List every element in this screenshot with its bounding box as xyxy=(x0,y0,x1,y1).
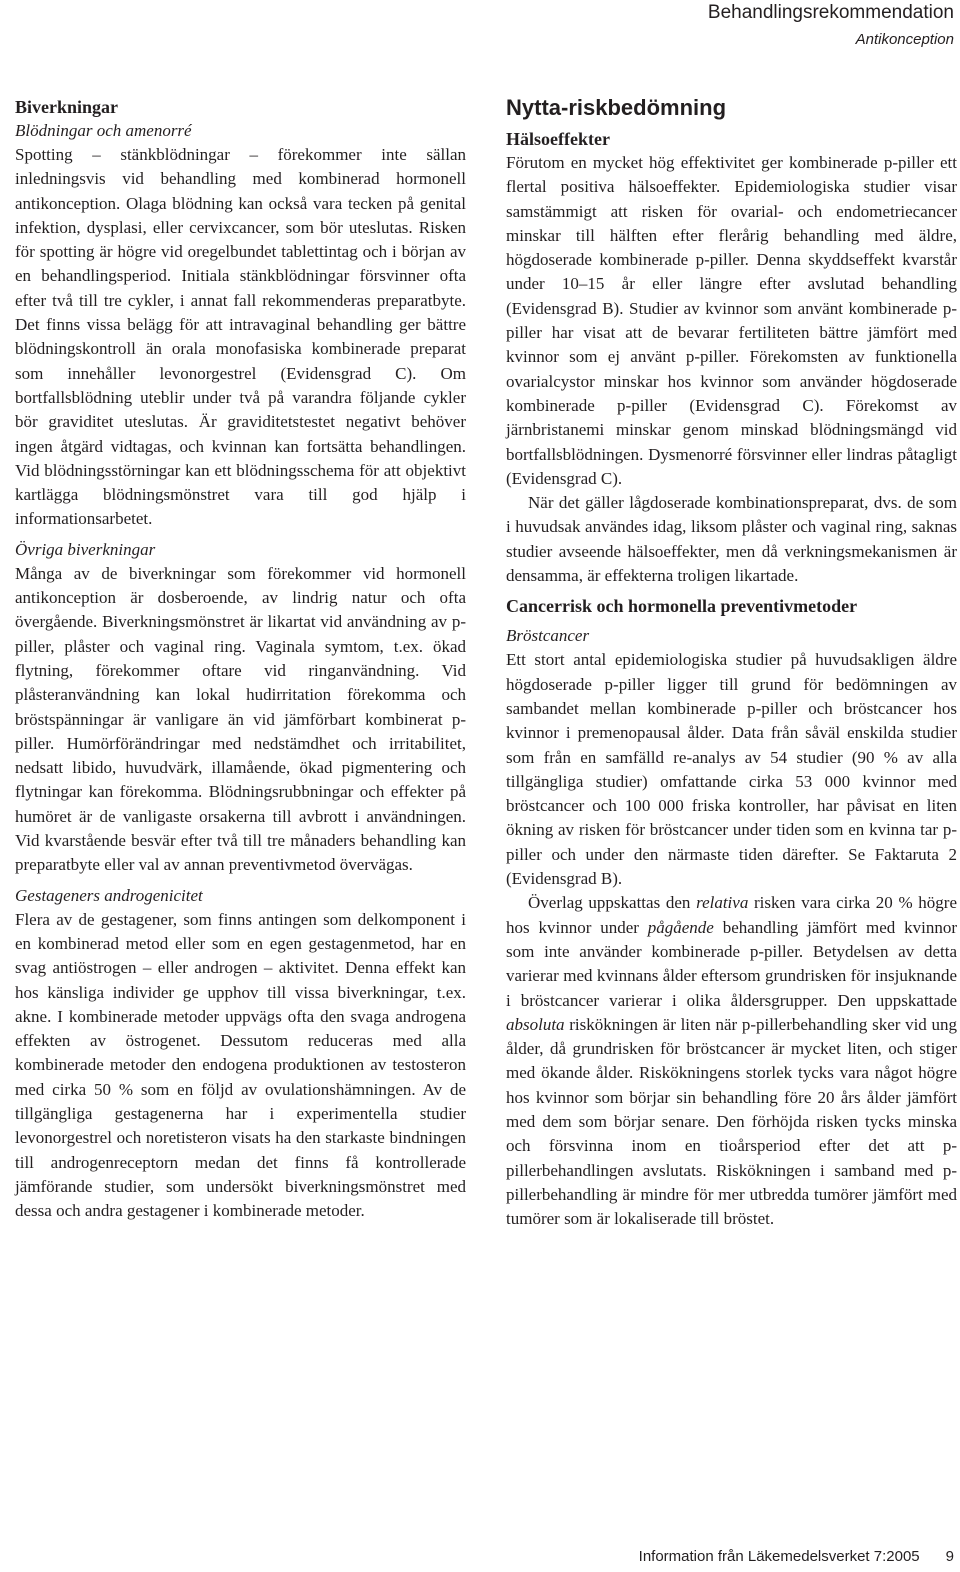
paragraph-halsoeffekter: Förutom en mycket hög effektivitet ger kombinerade p-piller ett flertal positiva hälsoeffekter. Epidemiologiska studier visar samstämmigt att risken för ovarial- och endometriecancer minskar till hälften efter flerårig behandling med äldre, högdoserade kombinerade p-piller. Denna skyddseffekt kvarstår under 10–15 år eller längre efter avslutad behandling (Evidensgrad B). Studier av kvinnor som använt kombinerade p-piller har visat att de bevarar fertiliteten bättre jämfört med kvinnor som ej använt p-piller. Förekomsten av funktionella ovarialcystor minskar hos kvinnor som använder högdoserade kombinerade p-piller (Evidensgrad C). Förekomst av järnbristanemi minskar genom minskad blödningsmängd vid bortfallsblödningen. Dysmenorré försvinner eller lindras påtagligt (Evidensgrad C). xyxy=(506,153,957,488)
emphasis-absoluta: absoluta xyxy=(506,1014,565,1034)
subheading-blodningar: Blödningar och amenorré xyxy=(15,121,192,140)
subheading-brostcancer: Bröstcancer xyxy=(506,626,590,646)
section-heading-nytta-risk: Nytta-riskbedömning xyxy=(506,95,727,120)
subheading-gestageners-androgenicitet: Gestageners androgenicitet xyxy=(15,885,203,905)
text-run: Överlag uppskattas den xyxy=(528,893,697,913)
header-subtitle: Antikonception xyxy=(855,31,954,48)
page-footer xyxy=(639,1548,954,1566)
paragraph-gestageners: Flera av de gestagener, som finns antingen som delkomponent i en kombinerad metod eller som en egen gestagenmetod, har en svag antiöstrogen – eller androgen – aktivitet. Denna effekt kan hos känsliga individer ge upphov till vissa biverkningar, t.ex. akne. I kombinerade metoder uppvägs ofta den svaga androgena effekten av östrogenet. Dessutom reduceras med alla kombinerade metoder den endogena produktionen av testosteron med cirka 50 % som en följd av ovulationshämningen. Av de tillgängliga gestagenerna har i experimentella studier levonorgestrel och noretisteron visats ha den starkaste bindningen till androgenreceptorn medan det finns få kontrollerade jämförande studier, som undersökt biverkningsmönstret med dessa och andra gestagener i kombinerade metoder. xyxy=(15,909,466,1221)
page-header xyxy=(708,0,954,50)
right-column xyxy=(506,95,957,1231)
header-title: Behandlingsrekommendation xyxy=(707,2,954,23)
subheading-ovriga-biverkningar: Övriga biverkningar xyxy=(15,539,156,559)
paragraph-blodningar: Spotting – stänkblödningar – förekommer inte sällan inledningsvis vid behandling med kombinerad hormonell antikonception. Olaga blödning kan också vara tecken på genital infektion, dysplasi, eller cervixcancer, som bör uteslutas. Risken för spotting är högre vid oregelbundet tablettintag och i början av en behandlingsperiod. Initiala stänkblödningar försvinner ofta efter två till tre cykler, i annat fall rekommenderas preparatbyte. Det finns vissa belägg för att intravaginal behandling ger bättre blödningskontroll än orala monofasiska kombinerade preparat som innehåller levonorgestrel (Evidensgrad C). Om bortfallsblödning uteblir under två på varandra följande cykler bör graviditet uteslutas. Är graviditetstestet negativt behöver ingen åtgärd vidtagas, och kvinnan kan fortsätta behandlingen. Vid blödningsstörningar kan ett blödningsschema för att objektivt kartlägga blödningsmönstret vara till god hjälp i informationsarbetet. xyxy=(15,145,466,529)
text-run: riskökningen är liten när p-pillerbehandling sker vid ung ålder, då grundrisken för bröstcancer är mycket liten, och stiger med ökande ålder. Riskökningens storlek tycks vara något högre hos kvinnor som börjar sin behandling före 20 års ålder jämfört med dem som börjar senare. Den förhöjda risken tycks minska och försvinna inom en tioårsperiod efter det att p-pillerbehandlingen avslutats. Riskökningen i samband med p-pillerbehandling är mindre för mer utbredda tumörer jämfört med tumörer som är lokaliserade till bröstet. xyxy=(506,1014,957,1229)
paragraph-ovriga-biverkningar: Många av de biverkningar som förekommer vid hormonell antikonception är dosberoende, av lindrig natur och ofta övergående. Biverkningsmönstret är likartat vid användning av p-piller, plåster och vaginal ring. Vaginala symtom, t.ex. ökad flytning, förekommer oftare vid ringanvändning. Vid plåsteranvändning kan lokal hudirritation förekomma och bröstspänningar är vanligare än vid jämförbart kombinerat p-piller. Humörförändringar med nedstämdhet och irritabilitet, nedsatt libido, huvudvärk, illamående, ökad pigmentering och flytningar kan förekomma. Blödningsrubbningar och effekter på humöret är de vanligaste orsakerna till avbrott i användningen. Vid kvarstående besvär efter två till tre månaders behandling kan preparatbyte eller val av annan preventivmetod övervägas. xyxy=(15,563,466,875)
text-run: behandling jämfört med kvinnor som inte använder kombinerade p-piller. Betydelsen av detta varierar med kvinnans ålder eftersom grundrisken för insjuknande i bröstcancer varierar i olika åldersgrupper. Den uppskattade xyxy=(506,917,957,1010)
emphasis-pagaende: pågående xyxy=(647,917,714,937)
left-column xyxy=(15,95,466,1223)
page-number: 9 xyxy=(945,1548,954,1565)
paragraph-lagdoserade: När det gäller lågdoserade kombinationspreparat, dvs. de som i huvudsak användes idag, liksom plåster och vaginal ring, saknas studier avseende hälsoeffekter, men då verkningsmekanismen är densamma, är effekterna troligen likartade. xyxy=(506,493,957,586)
subheading-cancerrisk: Cancerrisk och hormonella preventivmetoder xyxy=(506,596,858,617)
footer-source: Information från Läkemedelsverket 7:2005 xyxy=(638,1548,920,1565)
emphasis-relativa: relativa xyxy=(696,893,749,913)
paragraph-overlag xyxy=(506,891,957,1231)
subheading-halsoeffekter: Hälsoeffekter xyxy=(506,129,610,149)
text-run: risken vara cirka 20 % högre hos kvinnor under xyxy=(506,893,957,937)
section-heading-biverkningar: Biverkningar xyxy=(15,97,119,117)
paragraph-brostcancer: Ett stort antal epidemiologiska studier på huvudsakligen äldre högdoserade p-piller ligger till grund för bedömningen av sambandet mellan kombinerade p-piller och bröstcancer hos kvinnor i premenopausal ålder. Data från såväl enskilda studier som från en samfälld re-analys av 54 studier (90 % av alla tillgängliga studier) omfattande cirka 53 000 kvinnor med bröstcancer och 100 000 friska kontroller, har påvisat en liten ökning av risken för bröstcancer under tiden som en kvinna tar p-piller och under den närmaste tiden därefter. Se Faktaruta 2 (Evidensgrad B). xyxy=(506,650,957,889)
